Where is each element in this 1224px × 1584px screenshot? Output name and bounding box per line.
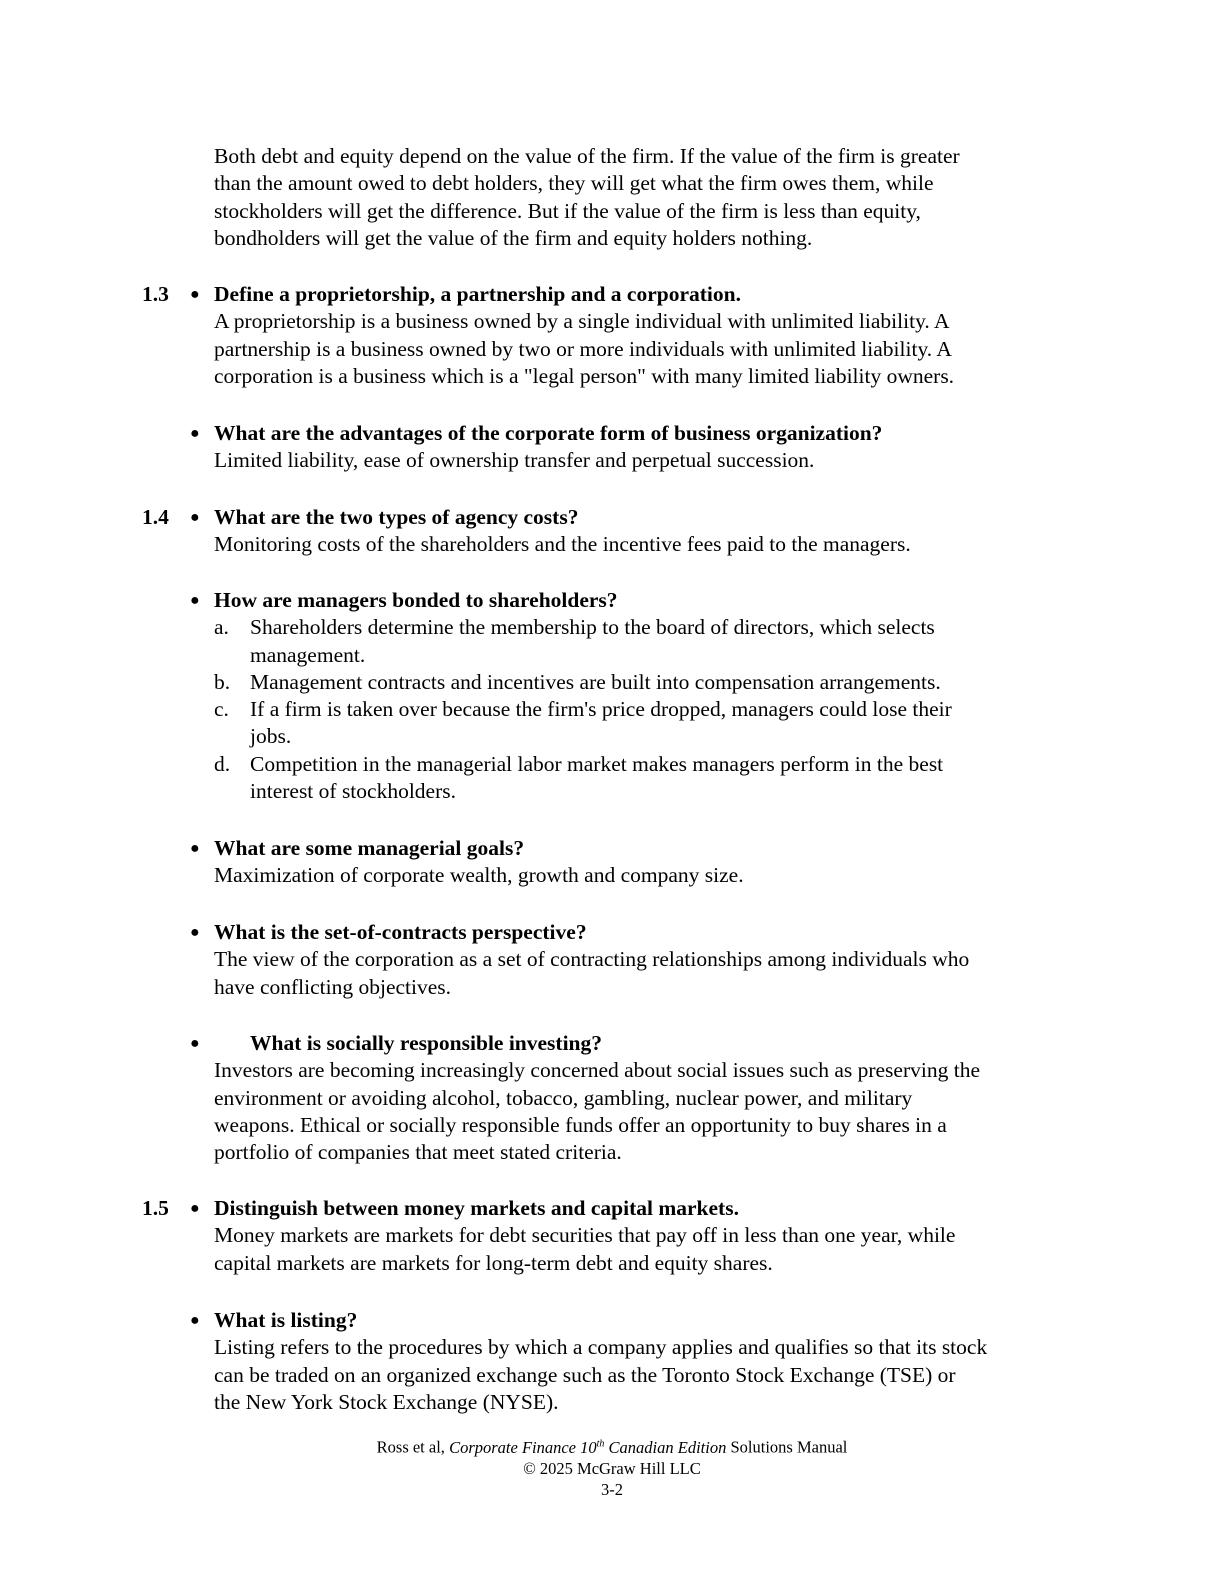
bullet-icon: ● (190, 509, 200, 526)
list-text: Competition in the managerial labor market makes managers perform in the best (250, 751, 944, 776)
qa-block (214, 919, 969, 1001)
list-text: Management contracts and incentives are built into compensation arrangements. (250, 669, 941, 694)
answer-line: Investors are becoming increasingly concerned about social issues such as preserving the (214, 1058, 980, 1083)
text-line: Both debt and equity depend on the value of the firm. If the value of the firm is greater (214, 144, 960, 168)
list-letter: a. (214, 615, 229, 640)
list-item (214, 614, 952, 669)
list-text: jobs. (250, 724, 292, 749)
answer-line: corporation is a business which is a "legal person" with many limited liability owners. (214, 363, 955, 388)
question: What are the two types of agency costs? (214, 505, 579, 529)
answer-line: A proprietorship is a business owned by a single individual with unlimited liability. A (214, 309, 950, 334)
list-item (214, 669, 952, 696)
answer-line: have conflicting objectives. (214, 974, 452, 999)
list-letter: d. (214, 751, 231, 776)
question: What are some managerial goals? (214, 836, 525, 860)
answer-line: can be traded on an organized exchange such as the Toronto Stock Exchange (TSE) or (214, 1362, 956, 1387)
bullet-icon: ● (190, 425, 200, 442)
list-item (214, 751, 952, 806)
question: What is the set-of-contracts perspective? (214, 920, 587, 944)
footer-prefix: Ross et al, (376, 1437, 450, 1457)
page-number: 3-2 (601, 1479, 623, 1499)
section-number: 1.5 (142, 1196, 169, 1220)
answer-line: Money markets are markets for debt securities that pay off in less than one year, while (214, 1223, 956, 1248)
question: What is socially responsible investing? (250, 1031, 603, 1055)
list-text: interest of stockholders. (250, 779, 456, 804)
answer-line: partnership is a business owned by two or more individuals with unlimited liability. A (214, 336, 952, 361)
answer-line: capital markets are markets for long-term debt and equity shares. (214, 1250, 773, 1275)
qa-block (214, 420, 882, 475)
qa-block (214, 1195, 955, 1277)
list-letter: b. (214, 669, 231, 694)
bullet-icon: ● (190, 1312, 200, 1329)
answer-line: Monitoring costs of the shareholders and the incentive fees paid to the managers. (214, 532, 911, 557)
section-number: 1.4 (142, 505, 169, 529)
bullet-icon: ● (190, 840, 200, 857)
answer-line: the New York Stock Exchange (NYSE). (214, 1389, 559, 1414)
text-line: than the amount owed to debt holders, they will get what the firm owes them, while (214, 171, 934, 196)
bullet-icon: ● (190, 592, 200, 609)
qa-block (214, 835, 744, 890)
bullet-icon: ● (190, 1035, 200, 1052)
copyright: © 2025 McGraw Hill LLC (523, 1458, 701, 1478)
list-text: Shareholders determine the membership to the board of directors, which selects (250, 615, 935, 640)
answer-line: Limited liability, ease of ownership transfer and perpetual succession. (214, 448, 815, 473)
book-title-edition: Canadian Edition (604, 1437, 727, 1457)
section-number: 1.3 (142, 282, 169, 306)
answer-line: weapons. Ethical or socially responsible funds offer an opportunity to buy shares in a (214, 1112, 947, 1137)
list-item (214, 696, 952, 751)
question: How are managers bonded to shareholders? (214, 588, 618, 612)
list-text: management. (250, 642, 366, 667)
qa-block (214, 587, 952, 805)
superscript: th (596, 1438, 605, 1449)
question: Distinguish between money markets and capital markets. (214, 1196, 739, 1220)
bullet-icon: ● (190, 286, 200, 303)
page-footer (0, 1433, 1224, 1500)
intro-paragraph (214, 143, 960, 252)
footer-suffix: Solutions Manual (726, 1437, 848, 1457)
book-title: Corporate Finance 10 (449, 1437, 597, 1457)
list-text: If a firm is taken over because the firm's price dropped, managers could lose their (250, 697, 952, 722)
qa-block (214, 1030, 980, 1166)
answer-line: environment or avoiding alcohol, tobacco, gambling, nuclear power, and military (214, 1085, 913, 1110)
text-line: stockholders will get the difference. But if the value of the firm is less than equity, (214, 198, 921, 223)
list-letter: c. (214, 697, 229, 722)
footer-citation (0, 1433, 1224, 1458)
text-line: bondholders will get the value of the firm and equity holders nothing. (214, 225, 813, 250)
answer-line: Maximization of corporate wealth, growth and company size. (214, 863, 744, 888)
answer-line: Listing refers to the procedures by which a company applies and qualifies so that its stock (214, 1335, 988, 1360)
question: What is listing? (214, 1308, 358, 1332)
answer-line: The view of the corporation as a set of contracting relationships among individuals who (214, 947, 970, 972)
answer-line: portfolio of companies that meet stated criteria. (214, 1140, 622, 1165)
question: What are the advantages of the corporate form of business organization? (214, 421, 883, 445)
qa-block (214, 281, 954, 390)
question: Define a proprietorship, a partnership and a corporation. (214, 282, 741, 306)
bullet-icon: ● (190, 924, 200, 941)
qa-block (214, 1307, 987, 1416)
qa-block (214, 504, 911, 559)
bullet-icon: ● (190, 1200, 200, 1217)
